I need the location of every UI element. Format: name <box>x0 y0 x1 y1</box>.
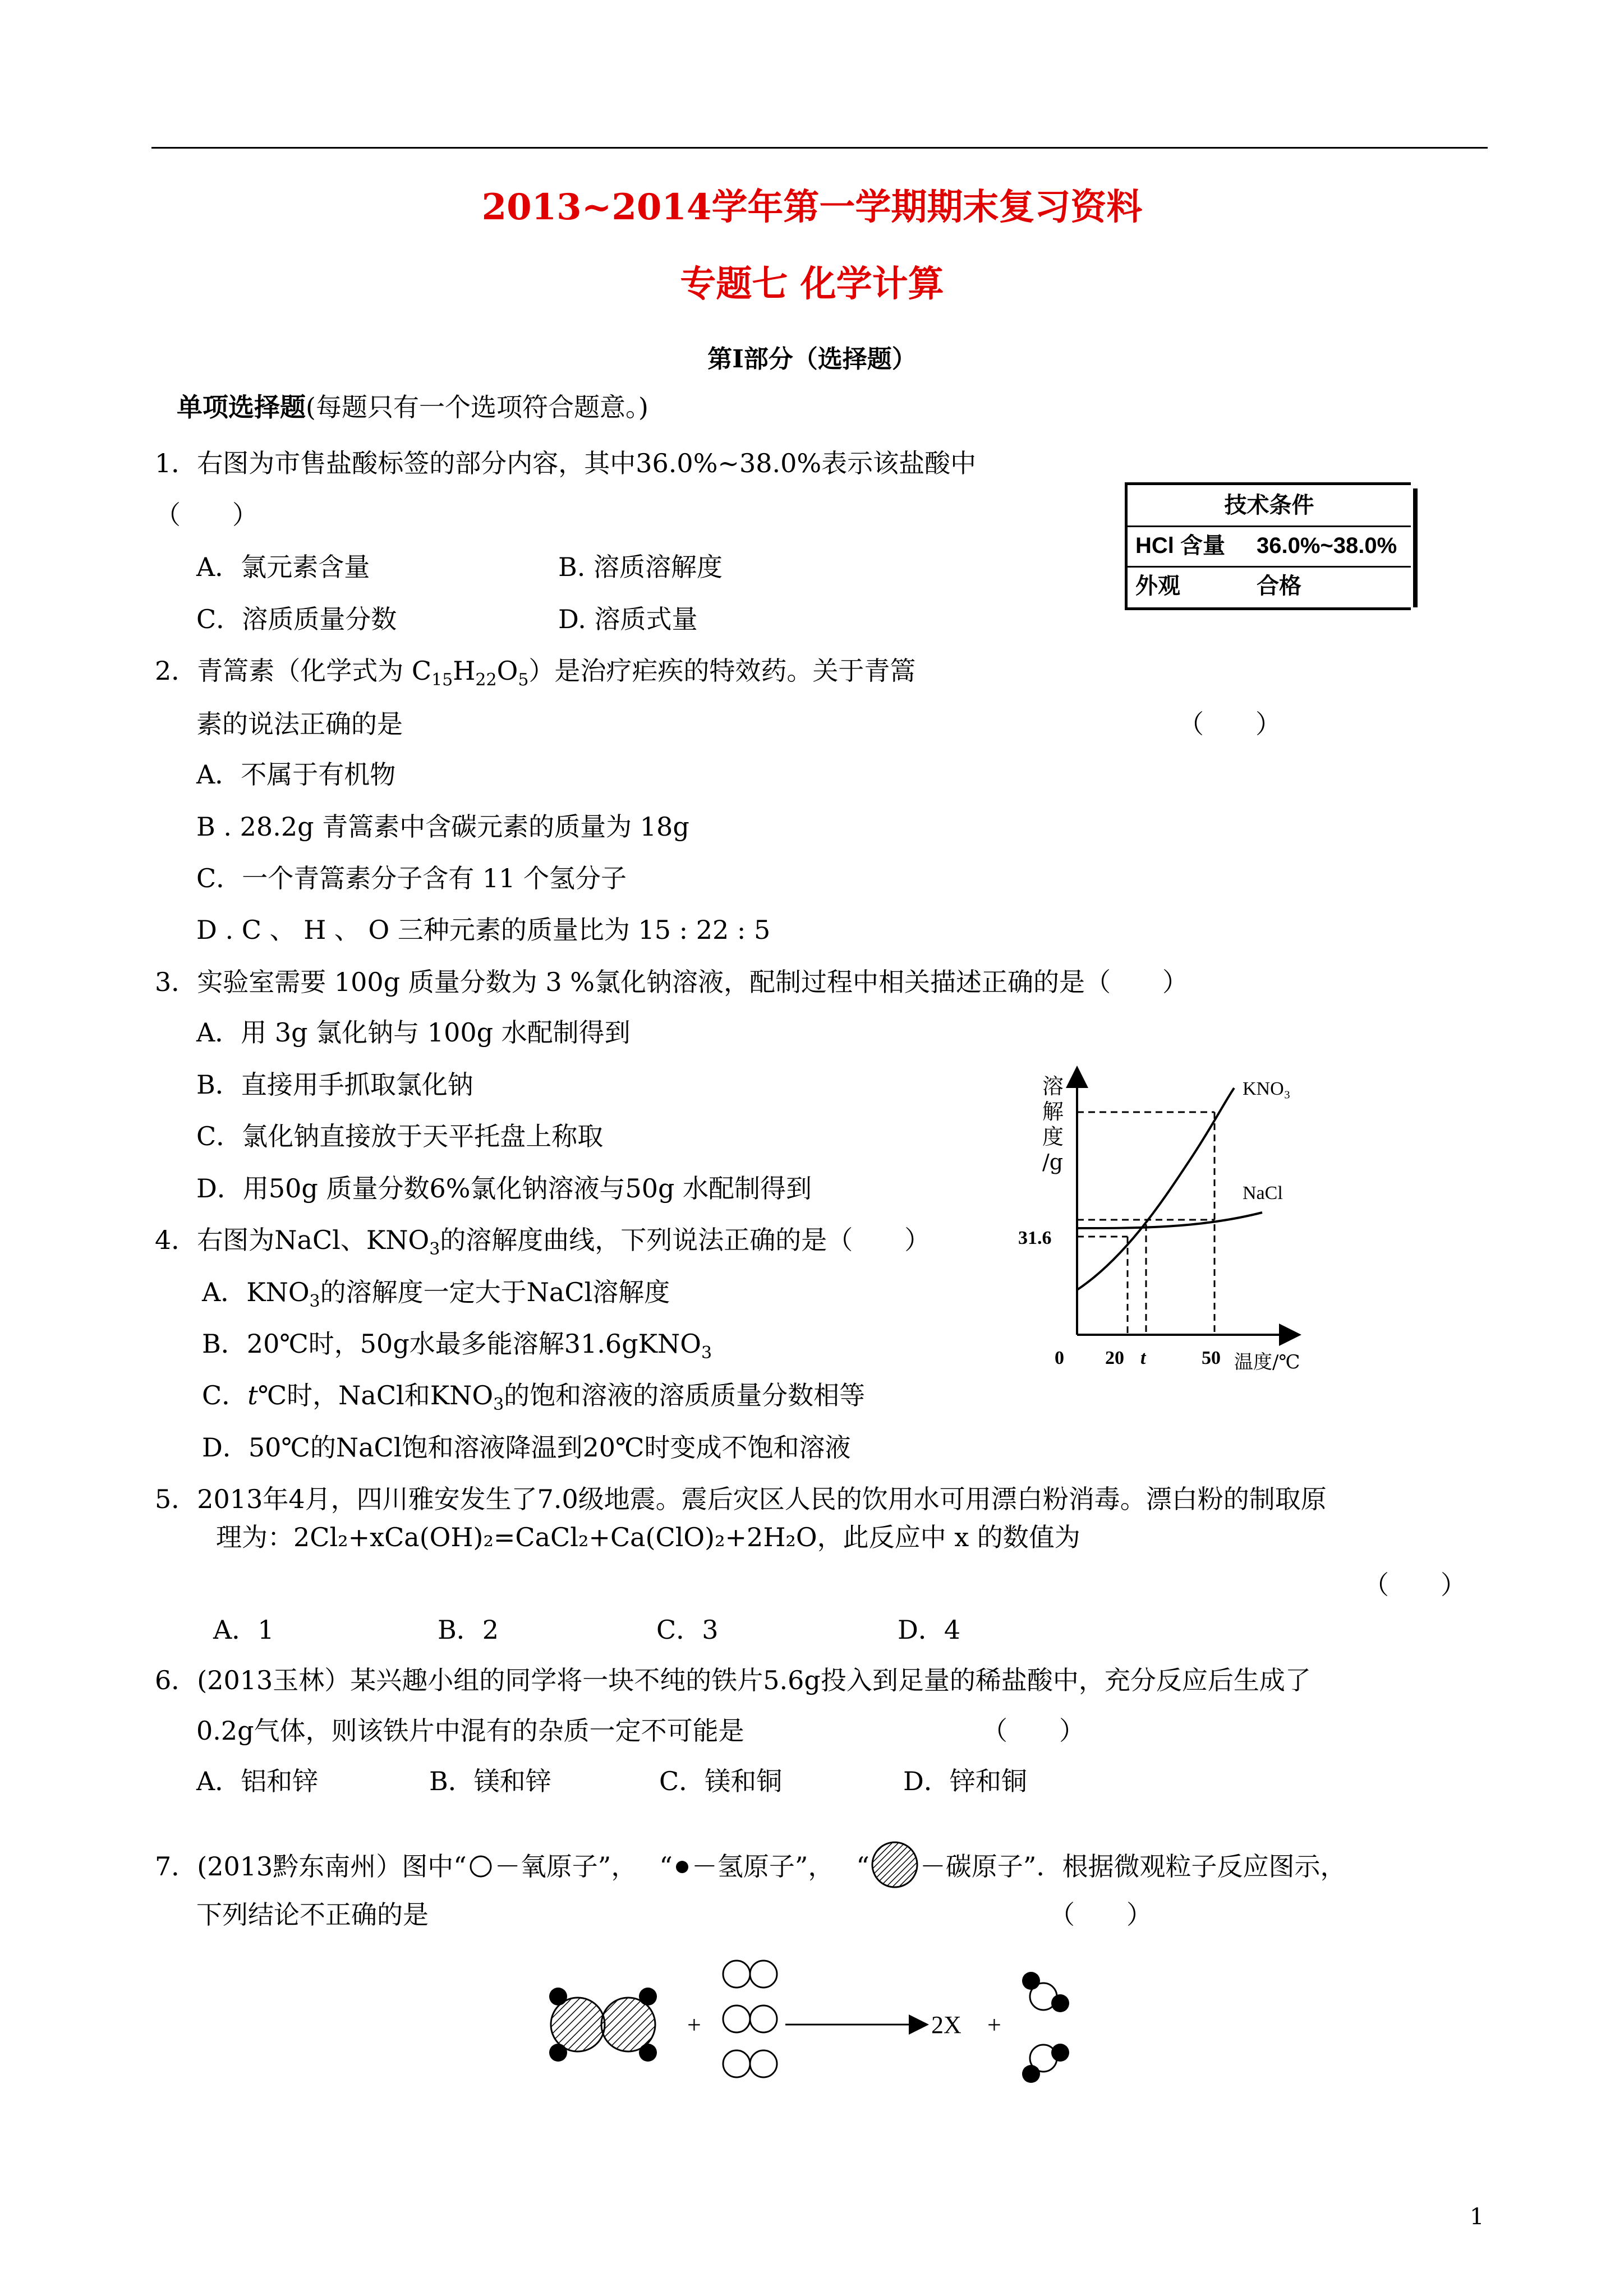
q4-option-a: A．$KNO_3$的溶解度一定大于NaCl溶解度 <box>202 1277 670 1312</box>
q4-option-c: C．t℃时，NaCl和$KNO_3$的饱和溶液的溶质质量分数相等 <box>202 1380 866 1415</box>
q7-paren: （ ） <box>1049 1899 1152 1930</box>
q4-stem: 4．右图为NaCl、$KNO_3$的溶解度曲线，下列说法正确的是（ ） <box>155 1225 931 1260</box>
q6-option-d: D．锌和铜 <box>903 1766 1027 1796</box>
y-tick-31-6: 31.6 <box>1018 1228 1052 1248</box>
product-2x: 2X <box>931 2011 961 2039</box>
q4-option-b: B．20℃时，50g水最多能溶解31.6gKNO$_3$ <box>202 1329 712 1363</box>
hcl-label-box <box>1125 482 1411 610</box>
q6-option-c: C．镁和铜 <box>659 1766 783 1796</box>
q5-option-a: A．1 <box>213 1615 274 1645</box>
oxygen-molecules <box>723 1961 777 2077</box>
q2-option-c: C．一个青篙素分子含有 11 个氢分子 <box>196 863 627 893</box>
label-row-content: HCl 含量 36.0%~38.0% <box>1128 525 1411 568</box>
q3-stem: 3．实验室需要 100g 质量分数为 3 %氯化钠溶液，配制过程中相关描述正确的是（ ） <box>155 967 1188 997</box>
solubility-chart <box>999 1066 1335 1380</box>
plus-sign-2: + <box>987 2011 1001 2039</box>
q2-paren: （ ） <box>1178 709 1281 739</box>
q1-option-c: C．溶质质量分数 <box>196 604 397 634</box>
x-tick-50: 50 <box>1202 1348 1221 1368</box>
part-heading: 第Ⅰ部分（选择题） <box>707 345 917 374</box>
nacl-label: NaCl <box>1243 1183 1283 1204</box>
q5-option-c: C．3 <box>656 1615 719 1645</box>
q5-stem-cont: 理为：2Cl₂+xCa(OH)₂=CaCl₂+Ca(ClO)₂+2H₂O，此反应中 x 的数值为 <box>216 1522 1080 1552</box>
q7-stem-cont: 下列结论不正确的是 <box>196 1899 429 1930</box>
q6-option-b: B．镁和锌 <box>429 1766 551 1796</box>
reactant-molecule <box>549 1988 657 2062</box>
label-shadow <box>1413 488 1418 607</box>
plus-sign-1: + <box>687 2011 701 2039</box>
q4-option-d: D．50℃的NaCl饱和溶液降温到20℃时变成不饱和溶液 <box>202 1432 851 1463</box>
q3-option-b: B．直接用手抓取氯化钠 <box>196 1069 473 1100</box>
q3-option-a: A．用 3g 氯化钠与 100g 水配制得到 <box>196 1017 631 1048</box>
q3-option-d: D．用50g 质量分数6%氯化钠溶液与50g 水配制得到 <box>196 1173 812 1204</box>
q6-option-a: A．铝和锌 <box>196 1766 319 1796</box>
q1-paren: （ ） <box>155 500 258 530</box>
y-axis-label-4: /g <box>1042 1150 1064 1174</box>
header-rule <box>151 147 1488 149</box>
q2-option-b: B . 28.2g 青篙素中含碳元素的质量为 18g <box>196 812 689 842</box>
q5-option-d: D．4 <box>898 1615 961 1645</box>
q2-option-a: A．不属于有机物 <box>196 759 396 790</box>
hydrogen-atom-icon <box>673 1857 692 1877</box>
q6-stem-cont: 0.2g气体，则该铁片中混有的杂质一定不可能是 <box>196 1716 744 1746</box>
q5-stem: 5．2013年4月，四川雅安发生了7.0级地震。震后灾区人民的饮用水可用漂白粉消毒。漂白粉的制取原 <box>155 1484 1327 1514</box>
q1-option-b: B. 溶质溶解度 <box>558 552 723 582</box>
water-molecule-2 <box>1022 2044 1069 2083</box>
x-axis-label: 温度/℃ <box>1234 1351 1300 1373</box>
section-heading: 单项选择题(每题只有一个选项符合题意。) <box>177 392 648 422</box>
q2-stem-cont: 素的说法正确的是 <box>196 709 403 739</box>
q5-paren: （ ） <box>1363 1570 1466 1600</box>
label-row-appearance: 外观 合格 <box>1135 574 1301 598</box>
doc-subtitle: 专题七 化学计算 <box>680 263 944 305</box>
q1-option-a: A．氯元素含量 <box>196 552 370 582</box>
water-molecule-1 <box>1022 1972 1069 2012</box>
reaction-diagram <box>539 1952 1111 2109</box>
kno3-label: KNO₃ <box>1243 1078 1291 1099</box>
y-axis-label-3: 度 <box>1042 1124 1064 1149</box>
q2-option-d: D . C 、 H 、 O 三种元素的质量比为 15 : 22 : 5 <box>196 915 771 945</box>
label-header: 技术条件 <box>1128 485 1411 527</box>
y-axis-label-1: 溶 <box>1042 1074 1064 1099</box>
x-tick-20: 20 <box>1105 1348 1124 1368</box>
y-axis-label-2: 解 <box>1042 1099 1064 1124</box>
q5-option-b: B．2 <box>438 1615 499 1645</box>
doc-title: 2013~2014学年第一学期期末复习资料 <box>481 186 1143 228</box>
q3-option-c: C．氯化钠直接放于天平托盘上称取 <box>196 1121 604 1151</box>
x-tick-0: 0 <box>1055 1348 1064 1368</box>
carbon-atom-icon <box>869 1839 920 1890</box>
q1-stem: 1．右图为市售盐酸标签的部分内容，其中36.0%~38.0%表示该盐酸中 <box>155 448 977 478</box>
q1-option-d: D. 溶质式量 <box>558 604 698 634</box>
q7-stem: 7．(2013黔东南州）图中“ －氧原子”， “ －氢原子”， “ －碳原子”．根据微观粒子反应图示， <box>155 1839 1346 1890</box>
oxygen-atom-icon <box>467 1854 495 1879</box>
q6-paren: （ ） <box>982 1716 1085 1746</box>
x-tick-t: t <box>1140 1348 1146 1368</box>
q2-stem: 2．青篙素（化学式为 $C_{15}H_{22}O_5$）是治疗疟疾的特效药。关于青篙 <box>155 656 916 690</box>
kno3-curve <box>1077 1088 1234 1290</box>
q6-stem: 6．(2013玉林）某兴趣小组的同学将一块不纯的铁片5.6g投入到足量的稀盐酸中，充分反应后生成了 <box>155 1665 1311 1695</box>
page-number: 1 <box>1470 2204 1484 2230</box>
